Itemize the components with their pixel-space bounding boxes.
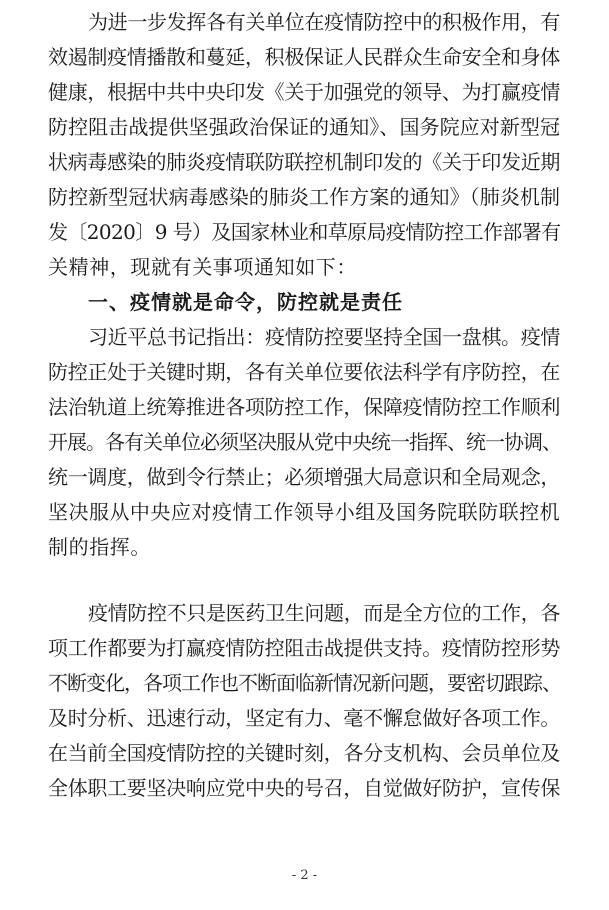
paragraph-3-line-1: 疫情防控不只是医药卫生问题，而是全方位的工作，各 xyxy=(88,601,560,625)
paragraph-3-line-4: 及时分析、迅速行动，坚定有力、毫不懈怠做好各项工作。 xyxy=(48,706,560,730)
paragraph-3-line-6: 全体职工要坚决响应党中央的号召，自觉做好防护，宣传保 xyxy=(48,776,560,800)
paragraph-1-line-4: 防控阻击战提供坚强政治保证的通知》、国务院应对新型冠 xyxy=(48,115,560,139)
paragraph-3-line-5: 在当前全国疫情防控的关键时刻，各分支机构、会员单位及 xyxy=(48,741,560,765)
paragraph-1-line-1: 为进一步发挥各有关单位在疫情防控中的积极作用，有 xyxy=(88,10,560,34)
paragraph-1-line-5: 状病毒感染的肺炎疫情联防联控机制印发的《关于印发近期 xyxy=(48,150,560,174)
paragraph-1-line-8: 关精神，现就有关事项通知如下： xyxy=(48,255,357,279)
paragraph-1-line-2: 效遏制疫情播散和蔓延，积极保证人民群众生命安全和身体 xyxy=(48,45,560,69)
paragraph-2-line-7: 制的指挥。 xyxy=(48,535,151,559)
paragraph-2-line-1: 习近平总书记指出：疫情防控要坚持全国一盘棋。疫情 xyxy=(88,325,560,349)
section-heading-1: 一、疫情就是命令，防控就是责任 xyxy=(88,290,403,314)
paragraph-1-line-6: 防控新型冠状病毒感染的肺炎工作方案的通知》（肺炎机制 xyxy=(48,185,560,209)
paragraph-1-line-7: 发〔2020〕9 号）及国家林业和草原局疫情防控工作部署有 xyxy=(48,220,561,244)
paragraph-2-line-4: 开展。各有关单位必须坚决服从党中央统一指挥、统一协调、 xyxy=(48,430,561,454)
paragraph-2-line-6: 坚决服从中央应对疫情工作领导小组及国务院联防联控机 xyxy=(48,500,560,524)
page-number: - 2 - xyxy=(291,868,318,883)
paragraph-2-line-5: 统一调度，做到令行禁止；必须增强大局意识和全局观念， xyxy=(48,465,560,489)
paragraph-1-line-3: 健康，根据中共中央印发《关于加强党的领导、为打赢疫情 xyxy=(48,80,560,104)
paragraph-2-line-2: 防控正处于关键时期，各有关单位要依法科学有序防控，在 xyxy=(48,360,560,384)
paragraph-2-line-3: 法治轨道上统筹推进各项防控工作，保障疫情防控工作顺利 xyxy=(48,395,560,419)
paragraph-3-line-3: 不断变化，各项工作也不断面临新情况新问题，要密切跟踪、 xyxy=(48,671,561,695)
paragraph-3-line-2: 项工作都要为打赢疫情防控阻击战提供支持。疫情防控形势 xyxy=(48,636,560,660)
